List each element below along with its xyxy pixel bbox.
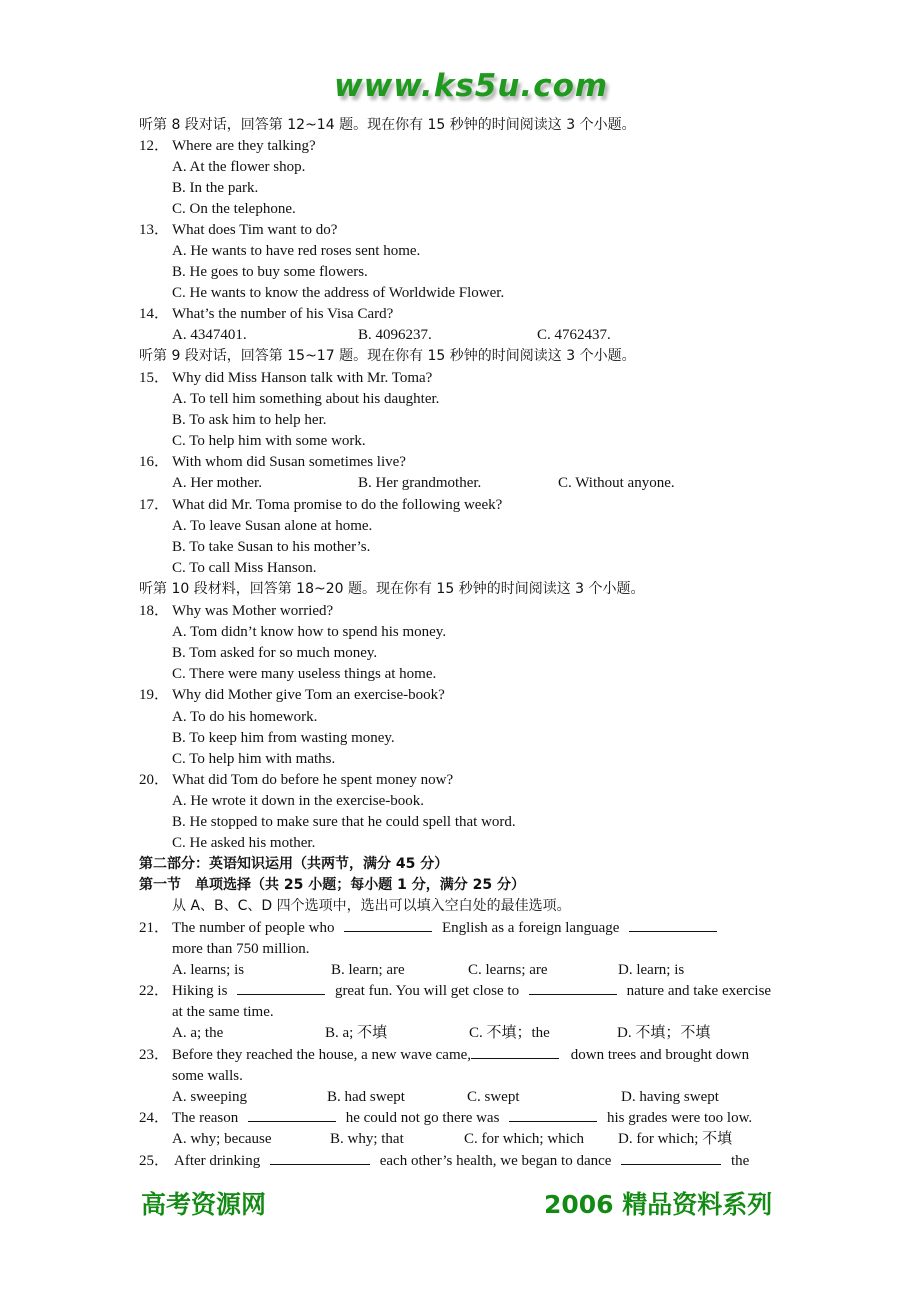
option: C. for which; which [464,1131,584,1147]
option: C. 4762437. [537,327,611,343]
question-number: 14． [139,306,170,322]
question-text [172,919,717,937]
question-text-part: each other’s health, we began to dance [379,1153,612,1169]
option: A. To leave Susan alone at home. [172,518,373,534]
question-number: 16． [139,454,170,470]
question-text-part: The reason [172,1110,239,1126]
answer-blank [471,1046,559,1059]
question-number: 17． [139,497,170,513]
option: C. To help him with maths. [172,751,336,767]
question-text [174,1152,749,1170]
option: B. Tom asked for so much money. [172,645,378,661]
option: B. 4096237. [358,327,432,343]
option: D. learn; is [618,962,685,978]
question-text: Why did Miss Hanson talk with Mr. Toma? [172,370,433,386]
option: C. learns; are [468,962,548,978]
footer-left-brand: 高考资源网 [141,1190,267,1219]
option: B. To take Susan to his mother’s. [172,539,371,555]
option: B. a; 不填 [325,1025,388,1041]
question-text: What’s the number of his Visa Card? [172,306,394,322]
option: C. To call Miss Hanson. [172,560,317,576]
answer-blank [509,1109,597,1122]
option: B. He stopped to make sure that he could spell that word. [172,814,516,830]
question-text [172,982,771,1000]
option: B. In the park. [172,180,259,196]
instructions: 从 A、B、C、D 四个选项中，选出可以填入空白处的最佳选项。 [172,898,571,914]
option: A. He wrote it down in the exercise-book. [172,793,425,809]
option: C. Without anyone. [558,475,675,491]
question-number: 24． [139,1110,170,1126]
answer-blank [248,1109,336,1122]
answer-blank [621,1152,721,1165]
question-number: 12． [139,138,170,154]
site-logo: www.ks5u.com [334,68,609,104]
question-continuation: at the same time. [172,1004,274,1020]
answer-blank [237,982,325,995]
question-text-part: Hiking is [172,983,228,999]
option: B. To ask him to help her. [172,412,327,428]
option: C. There were many useless things at home. [172,666,437,682]
option: C. He asked his mother. [172,835,316,851]
question-number: 20． [139,772,170,788]
section-heading-8: 听第 8 段对话，回答第 12~14 题。现在你有 15 秒钟的时间阅读这 3 个小题。 [139,117,636,133]
option: C. On the telephone. [172,201,296,217]
question-text-part: The number of people who [172,920,335,936]
answer-blank [344,919,432,932]
option: B. why; that [330,1131,404,1147]
question-number: 18． [139,603,170,619]
option: A. He wants to have red roses sent home. [172,243,421,259]
option: A. At the flower shop. [172,159,306,175]
question-text-part: great fun. You will get close to [334,983,520,999]
option: A. Her mother. [172,475,262,491]
question-text-part: Before they reached the house, a new wave came, [172,1047,472,1063]
question-text-part: his grades were too low. [606,1110,753,1126]
option: A. a; the [172,1025,224,1041]
question-text: What does Tim want to do? [172,222,338,238]
section-heading-10: 听第 10 段材料，回答第 18~20 题。现在你有 15 秒钟的时间阅读这 3 个小题。 [139,581,645,597]
answer-blank [629,919,717,932]
question-number: 19． [139,687,170,703]
answer-blank [529,982,617,995]
option: C. 不填；the [469,1025,550,1041]
question-text-part: down trees and brought down [570,1047,750,1063]
question-continuation: some walls. [172,1068,243,1084]
option: D. for which; 不填 [618,1131,733,1147]
question-text: What did Tom do before he spent money now? [172,772,454,788]
question-text [172,1046,749,1064]
option: A. why; because [172,1131,272,1147]
option: A. sweeping [172,1089,247,1105]
section-heading-9: 听第 9 段对话，回答第 15~17 题。现在你有 15 秒钟的时间阅读这 3 个小题。 [139,348,636,364]
question-text-part: he could not go there was [345,1110,500,1126]
option: A. To tell him something about his daughter. [172,391,440,407]
option: A. 4347401. [172,327,247,343]
question-number: 23． [139,1047,170,1063]
option: B. had swept [327,1089,405,1105]
option: B. learn; are [331,962,405,978]
question-number: 22． [139,983,170,999]
option: A. learns; is [172,962,245,978]
question-text-part: the [730,1153,750,1169]
question-continuation: more than 750 million. [172,941,310,957]
part-heading: 第二部分：英语知识运用（共两节，满分 45 分） [139,856,449,872]
question-text-part: After drinking [174,1153,261,1169]
question-text: Where are they talking? [172,138,316,154]
question-text-part: English as a foreign language [441,920,620,936]
question-number: 13． [139,222,170,238]
option: B. He goes to buy some flowers. [172,264,368,280]
answer-blank [270,1152,370,1165]
option: D. 不填；不填 [617,1025,711,1041]
question-number: 21． [139,920,170,936]
question-text [172,1109,752,1127]
question-number: 25． [139,1153,170,1169]
option: A. Tom didn’t know how to spend his money. [172,624,447,640]
question-text: With whom did Susan sometimes live? [172,454,406,470]
question-text: Why did Mother give Tom an exercise-book? [172,687,445,703]
option: D. having swept [621,1089,719,1105]
question-text: Why was Mother worried? [172,603,334,619]
question-text-part: nature and take exercise [626,983,772,999]
option: C. He wants to know the address of Worldwide Flower. [172,285,505,301]
subsection-heading: 第一节 单项选择（共 25 小题；每小题 1 分，满分 25 分） [139,877,525,893]
footer-right-series: 2006 精品资料系列 [544,1190,773,1219]
option: A. To do his homework. [172,709,318,725]
option: C. swept [467,1089,520,1105]
question-text: What did Mr. Toma promise to do the following week? [172,497,503,513]
option: C. To help him with some work. [172,433,366,449]
option: B. Her grandmother. [358,475,482,491]
option: B. To keep him from wasting money. [172,730,395,746]
question-number: 15． [139,370,170,386]
